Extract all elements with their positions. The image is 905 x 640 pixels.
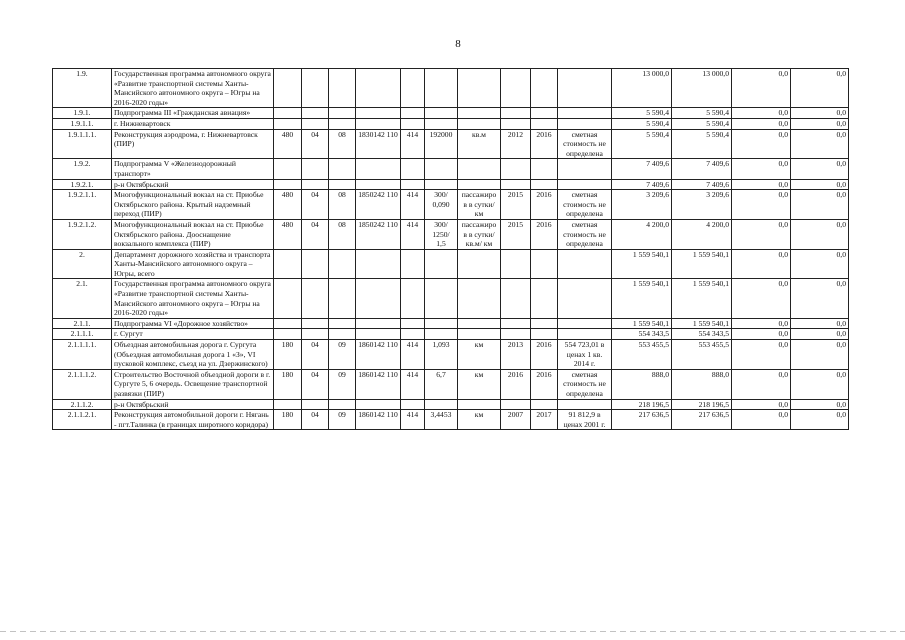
cell-end-year [531,69,558,108]
cell-code: 1.9.1.1.1. [53,129,112,159]
cell-name: г. Нижневартовск [112,118,274,129]
cell-ministry [274,118,302,129]
cell-ministry [274,399,302,410]
cell-amount-total: 554 343,5 [612,329,672,340]
cell-amount-total: 888,0 [612,369,672,399]
cell-amount-total: 5 590,4 [612,108,672,119]
table-row [53,69,849,108]
cell-amount-2017: 0,0 [732,118,791,129]
cell-estimated-cost [558,159,612,179]
cell-subsection: 09 [329,369,356,399]
cell-ministry [274,108,302,119]
cell-section [302,118,329,129]
cell-name: Государственная программа автономного округа «Развитие транспортной системы Ханты-Мансийского автономного округа – Югры на 2016-2020 годы» [112,279,274,318]
cell-section [302,249,329,279]
cell-ministry [274,179,302,190]
cell-end-year: 2017 [531,410,558,430]
cell-section [302,318,329,329]
cell-amount-2018: 0,0 [791,69,849,108]
cell-amount-total: 1 559 540,1 [612,279,672,318]
cell-expense-type: 414 [401,410,425,430]
cell-section [302,69,329,108]
cell-capacity [425,179,458,190]
cell-amount-total: 5 590,4 [612,118,672,129]
cell-subsection: 08 [329,190,356,220]
cell-amount-2018: 0,0 [791,108,849,119]
cell-start-year: 2015 [501,190,531,220]
cell-amount-2017: 0,0 [732,249,791,279]
table-row [53,179,849,190]
cell-subsection [329,108,356,119]
cell-capacity [425,69,458,108]
cell-estimated-cost [558,399,612,410]
cell-expense-type [401,329,425,340]
cell-amount-2016: 3 209,6 [672,190,732,220]
cell-amount-2018: 0,0 [791,159,849,179]
cell-amount-2018: 0,0 [791,249,849,279]
cell-subsection [329,69,356,108]
cell-amount-total: 553 455,5 [612,340,672,370]
cell-capacity [425,318,458,329]
cell-code: 1.9. [53,69,112,108]
cell-end-year: 2016 [531,190,558,220]
cell-subsection [329,329,356,340]
cell-target-article: 1850242 110 [356,190,401,220]
cell-subsection: 08 [329,129,356,159]
cell-amount-total: 218 196,5 [612,399,672,410]
cell-ministry [274,249,302,279]
cell-end-year [531,318,558,329]
cell-name: Реконструкция аэродрома, г. Нижневартовск (ПИР) [112,129,274,159]
cell-code: 2.1.1.2. [53,399,112,410]
cell-name: Многофункциональный вокзал на ст. Приобье Октябрьского района. Крытый надземный переход (ПИР) [112,190,274,220]
cell-section [302,108,329,119]
cell-amount-total: 1 559 540,1 [612,249,672,279]
cell-amount-2016: 1 559 540,1 [672,249,732,279]
cell-start-year [501,179,531,190]
cell-section [302,399,329,410]
cell-unit [458,69,501,108]
cell-subsection [329,279,356,318]
cell-start-year [501,108,531,119]
cell-amount-2018: 0,0 [791,190,849,220]
cell-start-year [501,69,531,108]
cell-amount-total: 5 590,4 [612,129,672,159]
cell-ministry: 180 [274,340,302,370]
cell-amount-2017: 0,0 [732,369,791,399]
cell-amount-2016: 5 590,4 [672,129,732,159]
cell-unit [458,249,501,279]
cell-target-article [356,249,401,279]
cell-start-year: 2007 [501,410,531,430]
table-row [53,190,849,220]
cell-amount-2018: 0,0 [791,410,849,430]
cell-capacity: 1,093 [425,340,458,370]
cell-amount-2017: 0,0 [732,219,791,249]
cell-amount-2017: 0,0 [732,318,791,329]
cell-subsection [329,159,356,179]
cell-capacity [425,279,458,318]
cell-target-article [356,399,401,410]
table-row [53,399,849,410]
cell-expense-type [401,179,425,190]
cell-amount-2017: 0,0 [732,159,791,179]
cell-code: 2. [53,249,112,279]
cell-end-year [531,108,558,119]
cell-target-article: 1830142 110 [356,129,401,159]
cell-unit [458,329,501,340]
cell-target-article: 1850242 110 [356,219,401,249]
cell-amount-2016: 888,0 [672,369,732,399]
cell-amount-2018: 0,0 [791,340,849,370]
cell-end-year [531,159,558,179]
cell-estimated-cost: сметная стоимость не определена [558,129,612,159]
cell-amount-2016: 1 559 540,1 [672,318,732,329]
cell-amount-2016: 5 590,4 [672,108,732,119]
cell-name: Подпрограмма III «Гражданская авиация» [112,108,274,119]
cell-code: 2.1.1.1.1. [53,340,112,370]
cell-section: 04 [302,340,329,370]
cell-target-article [356,318,401,329]
cell-amount-2018: 0,0 [791,219,849,249]
cell-expense-type [401,399,425,410]
cell-unit [458,279,501,318]
cell-amount-2016: 7 409,6 [672,179,732,190]
cell-start-year [501,249,531,279]
cell-amount-2017: 0,0 [732,399,791,410]
cell-section: 04 [302,369,329,399]
cell-amount-total: 4 200,0 [612,219,672,249]
cell-code: 2.1.1.1. [53,329,112,340]
cell-start-year [501,159,531,179]
cell-target-article [356,159,401,179]
cell-start-year [501,399,531,410]
cell-end-year [531,179,558,190]
cell-amount-2017: 0,0 [732,69,791,108]
cell-name: Департамент дорожного хозяйства и транспорта Ханты-Мансийского автономного округа – Югры, всего [112,249,274,279]
cell-amount-2018: 0,0 [791,329,849,340]
cell-amount-2018: 0,0 [791,318,849,329]
cell-amount-2016: 217 636,5 [672,410,732,430]
cell-amount-2017: 0,0 [732,329,791,340]
table-row [53,279,849,318]
cell-capacity: 3,4453 [425,410,458,430]
cell-amount-total: 7 409,6 [612,159,672,179]
cell-unit: пассажиро в в сутки/ кв.м/ км [458,219,501,249]
cell-ministry [274,69,302,108]
cell-unit [458,179,501,190]
table-row [53,219,849,249]
cell-subsection [329,179,356,190]
cell-capacity [425,118,458,129]
cell-section [302,329,329,340]
cell-unit [458,399,501,410]
cell-target-article: 1860142 110 [356,369,401,399]
cell-unit: км [458,369,501,399]
cell-unit: км [458,410,501,430]
cell-name: г. Сургут [112,329,274,340]
cell-amount-2016: 554 343,5 [672,329,732,340]
table-row [53,410,849,430]
page-number: 8 [455,38,461,50]
cell-capacity: 192000 [425,129,458,159]
cell-amount-total: 7 409,6 [612,179,672,190]
cell-end-year [531,399,558,410]
cell-expense-type [401,118,425,129]
cell-start-year: 2012 [501,129,531,159]
table-body [53,69,849,430]
cell-target-article [356,108,401,119]
cell-start-year [501,329,531,340]
cell-target-article [356,179,401,190]
cell-code: 1.9.2.1.2. [53,219,112,249]
cell-amount-total: 1 559 540,1 [612,318,672,329]
cell-amount-total: 13 000,0 [612,69,672,108]
cell-expense-type: 414 [401,369,425,399]
cell-name: р-н Октябрьский [112,179,274,190]
cell-estimated-cost [558,108,612,119]
cell-amount-2016: 13 000,0 [672,69,732,108]
table-row [53,118,849,129]
cell-amount-2018: 0,0 [791,118,849,129]
cell-ministry: 180 [274,369,302,399]
cell-estimated-cost: сметная стоимость не определена [558,190,612,220]
cell-section: 04 [302,410,329,430]
cell-end-year [531,279,558,318]
cell-expense-type [401,108,425,119]
cell-amount-2016: 553 455,5 [672,340,732,370]
cell-estimated-cost [558,179,612,190]
cell-estimated-cost [558,249,612,279]
cell-amount-2018: 0,0 [791,129,849,159]
cell-code: 1.9.2.1.1. [53,190,112,220]
table-row [53,159,849,179]
cell-subsection [329,399,356,410]
cell-start-year: 2015 [501,219,531,249]
cell-ministry [274,279,302,318]
cell-estimated-cost: 91 812,9 в ценах 2001 г. [558,410,612,430]
cell-subsection: 08 [329,219,356,249]
cell-unit [458,159,501,179]
cell-ministry: 180 [274,410,302,430]
cell-code: 1.9.2. [53,159,112,179]
cell-name: Подпрограмма V «Железнодорожный транспорт» [112,159,274,179]
cell-amount-2016: 7 409,6 [672,159,732,179]
cell-amount-2016: 4 200,0 [672,219,732,249]
cell-target-article [356,118,401,129]
cell-start-year [501,279,531,318]
cell-end-year: 2016 [531,369,558,399]
cell-amount-2017: 0,0 [732,129,791,159]
cell-unit: кв.м [458,129,501,159]
cell-name: Реконструкция автомобильной дороги г. Нягань - пгт.Талинка (в границах широтного коридора) [112,410,274,430]
cell-estimated-cost [558,279,612,318]
cell-estimated-cost [558,318,612,329]
cell-expense-type [401,249,425,279]
cell-end-year [531,329,558,340]
investment-table [52,68,849,430]
cell-section: 04 [302,190,329,220]
cell-ministry [274,329,302,340]
cell-ministry: 480 [274,219,302,249]
cell-expense-type: 414 [401,190,425,220]
cell-capacity [425,329,458,340]
cell-code: 2.1.1.1.2. [53,369,112,399]
cell-end-year [531,118,558,129]
cell-amount-2018: 0,0 [791,399,849,410]
table-row [53,318,849,329]
cell-capacity [425,249,458,279]
table-row [53,249,849,279]
cell-amount-2017: 0,0 [732,108,791,119]
cell-estimated-cost [558,329,612,340]
cell-ministry [274,159,302,179]
cell-amount-2016: 1 559 540,1 [672,279,732,318]
cell-end-year [531,249,558,279]
cell-expense-type [401,69,425,108]
cell-expense-type: 414 [401,129,425,159]
cell-subsection: 09 [329,340,356,370]
cell-section [302,279,329,318]
cell-subsection [329,118,356,129]
cell-start-year: 2013 [501,340,531,370]
cell-end-year: 2016 [531,129,558,159]
cell-target-article [356,329,401,340]
cell-capacity [425,399,458,410]
cell-estimated-cost: сметная стоимость не определена [558,369,612,399]
table-row [53,369,849,399]
cell-capacity: 300/ 0,090 [425,190,458,220]
cell-unit [458,118,501,129]
cell-amount-2017: 0,0 [732,190,791,220]
cell-code: 2.1.1. [53,318,112,329]
cell-code: 2.1. [53,279,112,318]
cell-capacity: 6,7 [425,369,458,399]
cell-subsection [329,249,356,279]
cell-name: Строительство Восточной объездной дороги в г. Сургуте 5, 6 очередь. Освещение транспортной развязки (ПИР) [112,369,274,399]
cell-amount-2017: 0,0 [732,179,791,190]
cell-estimated-cost: сметная стоимость не определена [558,219,612,249]
table-row [53,129,849,159]
cell-amount-2016: 5 590,4 [672,118,732,129]
table-row [53,329,849,340]
table-row [53,340,849,370]
cell-end-year: 2016 [531,219,558,249]
cell-name: Многофункциональный вокзал на ст. Приобье Октябрьского района. Дооснащение вокзального комплекса (ПИР) [112,219,274,249]
cell-expense-type [401,159,425,179]
cell-name: Государственная программа автономного округа «Развитие транспортной системы Ханты-Мансийского автономного округа – Югры на 2016-2020 годы» [112,69,274,108]
cell-target-article: 1860142 110 [356,340,401,370]
cell-capacity [425,159,458,179]
cell-ministry [274,318,302,329]
cell-unit [458,318,501,329]
cell-ministry: 480 [274,129,302,159]
cell-amount-total: 3 209,6 [612,190,672,220]
cell-amount-2017: 0,0 [732,279,791,318]
cell-section: 04 [302,129,329,159]
cell-end-year: 2016 [531,340,558,370]
cell-unit: пассажиро в в сутки/ км [458,190,501,220]
table-row [53,108,849,119]
cell-start-year: 2016 [501,369,531,399]
cell-start-year [501,318,531,329]
cell-capacity [425,108,458,119]
cell-amount-total: 217 636,5 [612,410,672,430]
cell-name: Подпрограмма VI «Дорожное хозяйство» [112,318,274,329]
cell-name: Объездная автомобильная дорога г. Сургута (Объездная автомобильная дорога 1 «З», VI пусковой комплекс, съезд на ул. Дзержинского) [112,340,274,370]
cell-expense-type: 414 [401,340,425,370]
cell-estimated-cost [558,69,612,108]
cell-target-article [356,279,401,318]
cell-section: 04 [302,219,329,249]
cell-code: 1.9.2.1. [53,179,112,190]
cell-code: 2.1.1.2.1. [53,410,112,430]
cell-section [302,179,329,190]
cell-estimated-cost [558,118,612,129]
cell-amount-2018: 0,0 [791,279,849,318]
cell-subsection: 09 [329,410,356,430]
cell-target-article: 1860142 110 [356,410,401,430]
cell-amount-2016: 218 196,5 [672,399,732,410]
cell-code: 1.9.1.1. [53,118,112,129]
cell-target-article [356,69,401,108]
cell-estimated-cost: 554 723,01 в ценах 1 кв. 2014 г. [558,340,612,370]
cell-section [302,159,329,179]
cell-expense-type: 414 [401,219,425,249]
cell-capacity: 300/ 1250/ 1,5 [425,219,458,249]
cell-amount-2018: 0,0 [791,179,849,190]
cell-amount-2018: 0,0 [791,369,849,399]
cell-subsection [329,318,356,329]
cell-name: р-н Октябрьский [112,399,274,410]
cell-expense-type [401,318,425,329]
cell-start-year [501,118,531,129]
cell-unit: км [458,340,501,370]
cell-ministry: 480 [274,190,302,220]
cell-expense-type [401,279,425,318]
scan-edge-line [0,631,905,632]
cell-unit [458,108,501,119]
cell-amount-2017: 0,0 [732,410,791,430]
cell-amount-2017: 0,0 [732,340,791,370]
cell-code: 1.9.1. [53,108,112,119]
